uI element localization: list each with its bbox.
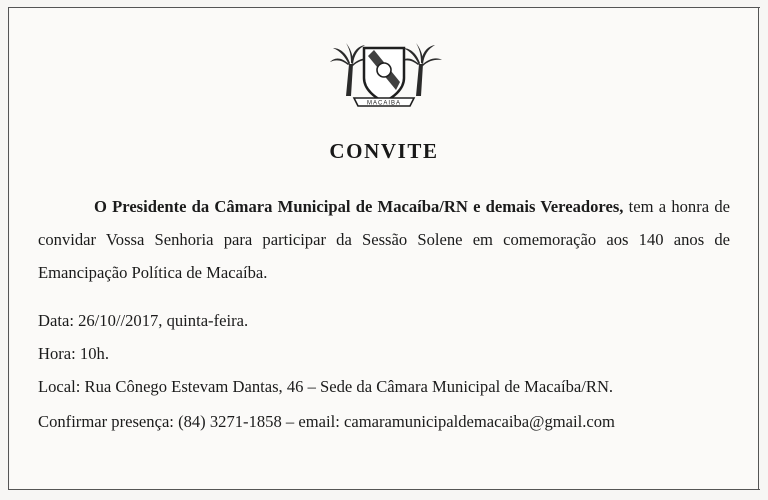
svg-text:MACAIBA: MACAIBA (366, 100, 402, 107)
invitation-paragraph-lead: O Presidente da Câmara Municipal de Macaíba/RN e demais Vereadores, (94, 197, 624, 216)
detail-time: Hora: 10h. (38, 343, 109, 363)
document-border-bottom (8, 489, 760, 490)
document-content (10, 8, 758, 489)
document-border-right (758, 7, 759, 490)
invitation-paragraph-rest: tem a honra de convidar Vossa Senhoria para participar da Sessão Solene em comemoração aos 140 anos de Emancipação Política de Macaíba. (38, 197, 730, 283)
coat-of-arms-icon (324, 34, 444, 112)
page-title: CONVITE (329, 139, 439, 163)
invitation-paragraph (38, 190, 730, 290)
detail-rsvp: Confirmar presença: (84) 3271-1858 – email: camaramunicipaldemacaiba@gmail.com (38, 412, 615, 432)
document-border-left (8, 7, 9, 490)
crest-container (38, 34, 730, 117)
detail-location: Local: Rua Cônego Estevam Dantas, 46 – Sede da Câmara Municipal de Macaíba/RN. (38, 376, 614, 396)
detail-date: Data: 26/10//2017, quinta-feira. (38, 310, 249, 330)
